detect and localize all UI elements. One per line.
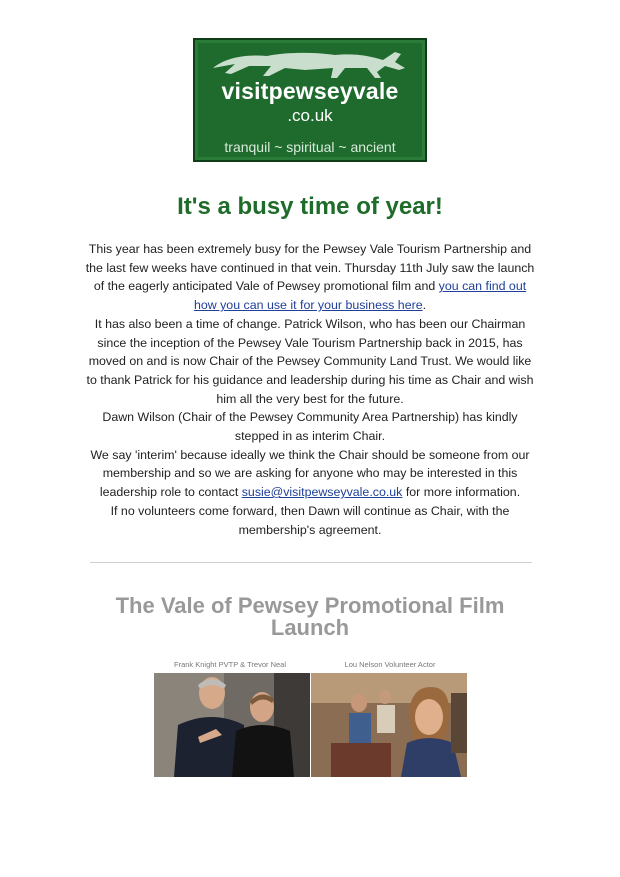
photo-lou-nelson-image xyxy=(311,673,467,777)
photo-caption-left: Frank Knight PVTP & Trevor Neal xyxy=(174,660,286,669)
article-body xyxy=(84,240,536,539)
photo-frank-trevor-image xyxy=(154,673,310,777)
paragraph-change: It has also been a time of change. Patrick Wilson, who has been our Chairman since the inception of the Pewsey Vale Tourism Partnership back in 2015, has moved on and is now Chair of the Pewsey Community Land Trust. We would like to thank Patrick for his guidance and leadership during his time as Chair and wish him all the very best for the future. xyxy=(86,316,534,406)
logo-tagline: tranquil ~ spiritual ~ ancient xyxy=(224,139,396,155)
paragraph-contact xyxy=(84,446,536,502)
paragraph-contact-text: We say 'interim' because ideally we think the Chair should be someone from our membership and so we are asking for anyone who may be interested in this leadership role to contact xyxy=(90,447,530,500)
logo-brand: visitpewseyvale xyxy=(221,78,399,104)
headline: It's a busy time of year! xyxy=(177,193,443,220)
site-logo[interactable] xyxy=(193,38,427,162)
photo-frank-trevor[interactable] xyxy=(154,673,310,777)
photo-lou-nelson[interactable] xyxy=(311,673,467,777)
paragraph-film-text: This year has been extremely busy for the Pewsey Vale Tourism Partnership and the last few weeks have continued in that vein. Thursday 11th July saw the launch of the eagerly anticipated Vale of Pewsey promotional film and xyxy=(85,242,535,294)
paragraph-film xyxy=(84,240,536,315)
white-horse-icon xyxy=(205,46,415,80)
paragraph-interim: Dawn Wilson (Chair of the Pewsey Community Area Partnership) has kindly stepped in as interim Chair. xyxy=(102,410,518,444)
photo-caption-right: Lou Nelson Volunteer Actor xyxy=(344,660,436,669)
business-use-link[interactable]: you can find out how you can use it for your business here xyxy=(193,279,527,313)
paragraph-volunteers: If no volunteers come forward, then Dawn will continue as Chair, with the membership's agreement. xyxy=(110,503,510,537)
contact-email-link[interactable]: susie@visitpewseyvale.co.uk xyxy=(241,485,403,500)
paragraph-film-end: . xyxy=(422,298,427,313)
logo-domain: .co.uk xyxy=(287,106,333,125)
section-divider xyxy=(90,562,532,563)
film-section-title: The Vale of Pewsey Promotional Film Launch xyxy=(115,593,505,640)
paragraph-contact-end: for more information. xyxy=(402,485,521,500)
